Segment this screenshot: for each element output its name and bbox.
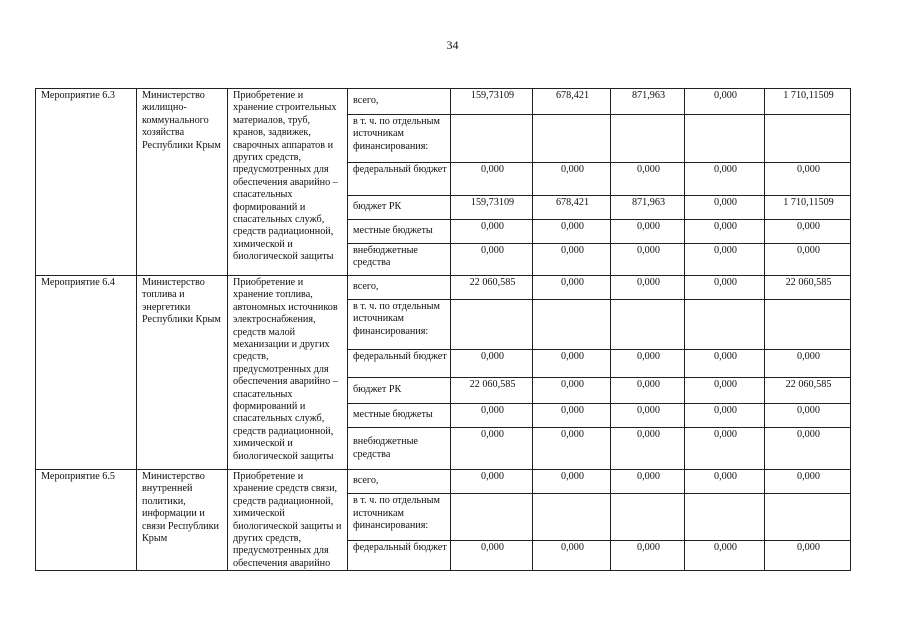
executor-cell: Министерство топлива и энергетики Республики Крым <box>137 276 228 470</box>
value-cell <box>685 494 765 541</box>
value-cell: 0,000 <box>611 378 685 404</box>
description-cell: Приобретение и хранение строительных материалов, труб, кранов, задвижек, сварочных аппаратов и других средств, предусмотренных для обеспечения аварийно – спасательных формирований и спасательных служб, средств радиационной, химической и биологической защиты <box>228 89 348 276</box>
value-cell: 0,000 <box>451 470 533 494</box>
value-cell: 0,000 <box>685 428 765 470</box>
value-cell: 0,000 <box>685 196 765 220</box>
financing-table <box>35 88 851 571</box>
value-cell <box>533 300 611 350</box>
value-cell: 0,000 <box>533 404 611 428</box>
value-cell <box>451 494 533 541</box>
source-label: всего, <box>348 470 451 494</box>
value-cell: 22 060,585 <box>765 276 851 300</box>
value-cell: 0,000 <box>451 540 533 570</box>
value-cell: 0,000 <box>765 220 851 244</box>
value-cell <box>685 115 765 163</box>
value-cell: 159,73109 <box>451 89 533 115</box>
value-cell: 0,000 <box>533 350 611 378</box>
value-cell: 0,000 <box>533 428 611 470</box>
value-cell <box>765 494 851 541</box>
value-cell: 0,000 <box>451 220 533 244</box>
source-label: внебюджетные средства <box>348 428 451 470</box>
source-label: бюджет РК <box>348 196 451 220</box>
value-cell: 0,000 <box>611 404 685 428</box>
value-cell: 0,000 <box>685 470 765 494</box>
page-number: 34 <box>446 38 459 52</box>
source-label: местные бюджеты <box>348 404 451 428</box>
value-cell: 1 710,11509 <box>765 196 851 220</box>
value-cell: 0,000 <box>765 163 851 196</box>
value-cell: 871,963 <box>611 196 685 220</box>
value-cell: 0,000 <box>685 244 765 276</box>
value-cell: 0,000 <box>611 540 685 570</box>
value-cell: 871,963 <box>611 89 685 115</box>
source-label: федеральный бюджет <box>348 163 451 196</box>
measure-cell: Мероприятие 6.4 <box>36 276 137 470</box>
value-cell: 0,000 <box>451 163 533 196</box>
source-label: местные бюджеты <box>348 220 451 244</box>
value-cell: 22 060,585 <box>451 378 533 404</box>
value-cell: 0,000 <box>611 470 685 494</box>
value-cell <box>451 115 533 163</box>
value-cell: 0,000 <box>765 428 851 470</box>
executor-cell: Министерство жилищно-коммунального хозяйства Республики Крым <box>137 89 228 276</box>
description-cell: Приобретение и хранение средств связи, средств радиационной, химической биологической защиты и других средств, предусмотренных для обеспечения аварийно <box>228 470 348 571</box>
value-cell <box>451 300 533 350</box>
value-cell: 0,000 <box>533 378 611 404</box>
measure-cell: Мероприятие 6.3 <box>36 89 137 276</box>
value-cell <box>611 115 685 163</box>
value-cell <box>533 494 611 541</box>
value-cell: 0,000 <box>685 220 765 244</box>
source-label: в т. ч. по отдельным источникам финансирования: <box>348 300 451 350</box>
value-cell <box>611 494 685 541</box>
value-cell: 678,421 <box>533 196 611 220</box>
value-cell: 0,000 <box>451 428 533 470</box>
value-cell: 0,000 <box>685 540 765 570</box>
value-cell: 0,000 <box>533 470 611 494</box>
value-cell: 0,000 <box>533 220 611 244</box>
value-cell <box>765 300 851 350</box>
value-cell <box>685 300 765 350</box>
table-row <box>36 89 851 115</box>
value-cell: 22 060,585 <box>765 378 851 404</box>
value-cell: 0,000 <box>451 404 533 428</box>
value-cell: 0,000 <box>611 276 685 300</box>
source-label: федеральный бюджет <box>348 540 451 570</box>
value-cell: 0,000 <box>685 404 765 428</box>
source-label: всего, <box>348 276 451 300</box>
value-cell <box>533 115 611 163</box>
source-label: в т. ч. по отдельным источникам финансирования: <box>348 115 451 163</box>
value-cell: 0,000 <box>765 470 851 494</box>
value-cell: 0,000 <box>685 276 765 300</box>
value-cell: 0,000 <box>533 276 611 300</box>
source-label: в т. ч. по отдельным источникам финансирования: <box>348 494 451 541</box>
description-cell: Приобретение и хранение топлива, автономных источников электроснабжения, средств малой механизации и других средств, предусмотренных для обеспечения аварийно – спасательных формирований и спасательных служб, средств радиационной, химической и биологической защиты <box>228 276 348 470</box>
value-cell: 0,000 <box>685 89 765 115</box>
source-label: всего, <box>348 89 451 115</box>
value-cell: 0,000 <box>765 350 851 378</box>
value-cell: 0,000 <box>533 244 611 276</box>
value-cell: 678,421 <box>533 89 611 115</box>
source-label: бюджет РК <box>348 378 451 404</box>
value-cell: 0,000 <box>611 428 685 470</box>
value-cell: 1 710,11509 <box>765 89 851 115</box>
value-cell: 0,000 <box>765 244 851 276</box>
value-cell <box>765 115 851 163</box>
table-row <box>36 470 851 494</box>
value-cell: 0,000 <box>765 540 851 570</box>
value-cell: 0,000 <box>611 220 685 244</box>
value-cell: 0,000 <box>685 378 765 404</box>
value-cell: 0,000 <box>685 163 765 196</box>
value-cell: 159,73109 <box>451 196 533 220</box>
value-cell: 0,000 <box>611 244 685 276</box>
value-cell: 0,000 <box>533 540 611 570</box>
value-cell: 0,000 <box>611 163 685 196</box>
value-cell: 0,000 <box>765 404 851 428</box>
value-cell: 0,000 <box>685 350 765 378</box>
value-cell: 22 060,585 <box>451 276 533 300</box>
measure-cell: Мероприятие 6.5 <box>36 470 137 571</box>
table-row <box>36 276 851 300</box>
source-label: внебюджетные средства <box>348 244 451 276</box>
source-label: федеральный бюджет <box>348 350 451 378</box>
value-cell <box>611 300 685 350</box>
value-cell: 0,000 <box>611 350 685 378</box>
value-cell: 0,000 <box>533 163 611 196</box>
value-cell: 0,000 <box>451 350 533 378</box>
value-cell: 0,000 <box>451 244 533 276</box>
executor-cell: Министерство внутренней политики, информации и связи Республики Крым <box>137 470 228 571</box>
